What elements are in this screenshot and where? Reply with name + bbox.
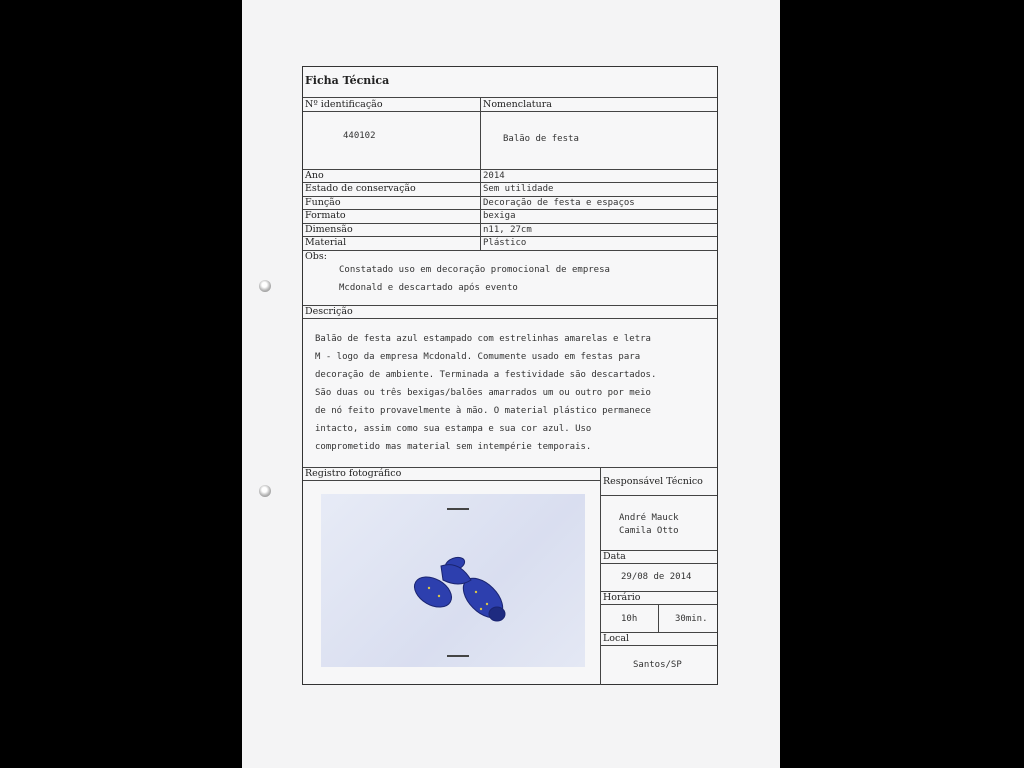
field-ano-value: 2014 [483,171,505,181]
field-funcao-value: Decoração de festa e espaços [483,198,635,208]
field-estado-value: Sem utilidade [483,184,554,194]
binder-hole-bottom [259,485,271,497]
nomenclatura-label: Nomenclatura [483,99,552,110]
field-estado-label: Estado de conservação [305,183,416,194]
descricao-line-2: M - logo da empresa Mcdonald. Comumente usado em festas para [315,352,641,362]
photo-registro [321,494,585,667]
local-value: Santos/SP [633,660,682,670]
local-label: Local [603,633,630,644]
field-ano-label: Ano [305,170,324,181]
data-value: 29/08 de 2014 [621,572,692,582]
field-material-value: Plástico [483,238,527,248]
responsavel-name-2: Camila Otto [619,526,679,536]
responsavel-name-1: André Mauck [619,513,679,523]
technical-sheet [302,66,718,685]
field-formato-value: bexiga [483,211,516,221]
descricao-line-4: São duas ou três bexigas/balões amarrados um ou outro por meio [315,388,651,398]
nomenclatura-value: Balão de festa [503,134,579,144]
descricao-label: Descrição [305,306,353,317]
descricao-line-6: intacto, assim como sua estampa e sua cor azul. Uso [315,424,592,434]
horario-minutes: 30min. [675,614,708,624]
id-label: Nº identificação [305,99,383,110]
field-funcao-label: Função [305,197,341,208]
descricao-line-1: Balão de festa azul estampado com estrelinhas amarelas e letra [315,334,651,344]
field-material-label: Material [305,237,347,248]
obs-line-2: Mcdonald e descartado após evento [339,283,518,293]
descricao-line-5: de nó feito provavelmente à mão. O material plástico permanece [315,406,651,416]
id-value: 440102 [343,131,376,141]
descricao-line-3: decoração de ambiente. Terminada a festividade são descartados. [315,370,657,380]
data-label: Data [603,551,626,562]
registro-label: Registro fotográfico [305,468,402,479]
horario-label: Horário [603,592,641,603]
balloon-image [321,494,585,667]
obs-label: Obs: [305,251,327,262]
field-dimensao-value: n11, 27cm [483,225,532,235]
sheet-title: Ficha Técnica [305,74,390,87]
binder-hole-top [259,280,271,292]
horario-hours: 10h [621,614,638,624]
obs-line-1: Constatado uso em decoração promocional de empresa [339,265,610,275]
responsavel-label: Responsável Técnico [603,476,703,487]
descricao-line-7: comprometido mas material sem intempérie temporais. [315,442,592,452]
field-dimensao-label: Dimensão [305,224,353,235]
field-formato-label: Formato [305,210,346,221]
